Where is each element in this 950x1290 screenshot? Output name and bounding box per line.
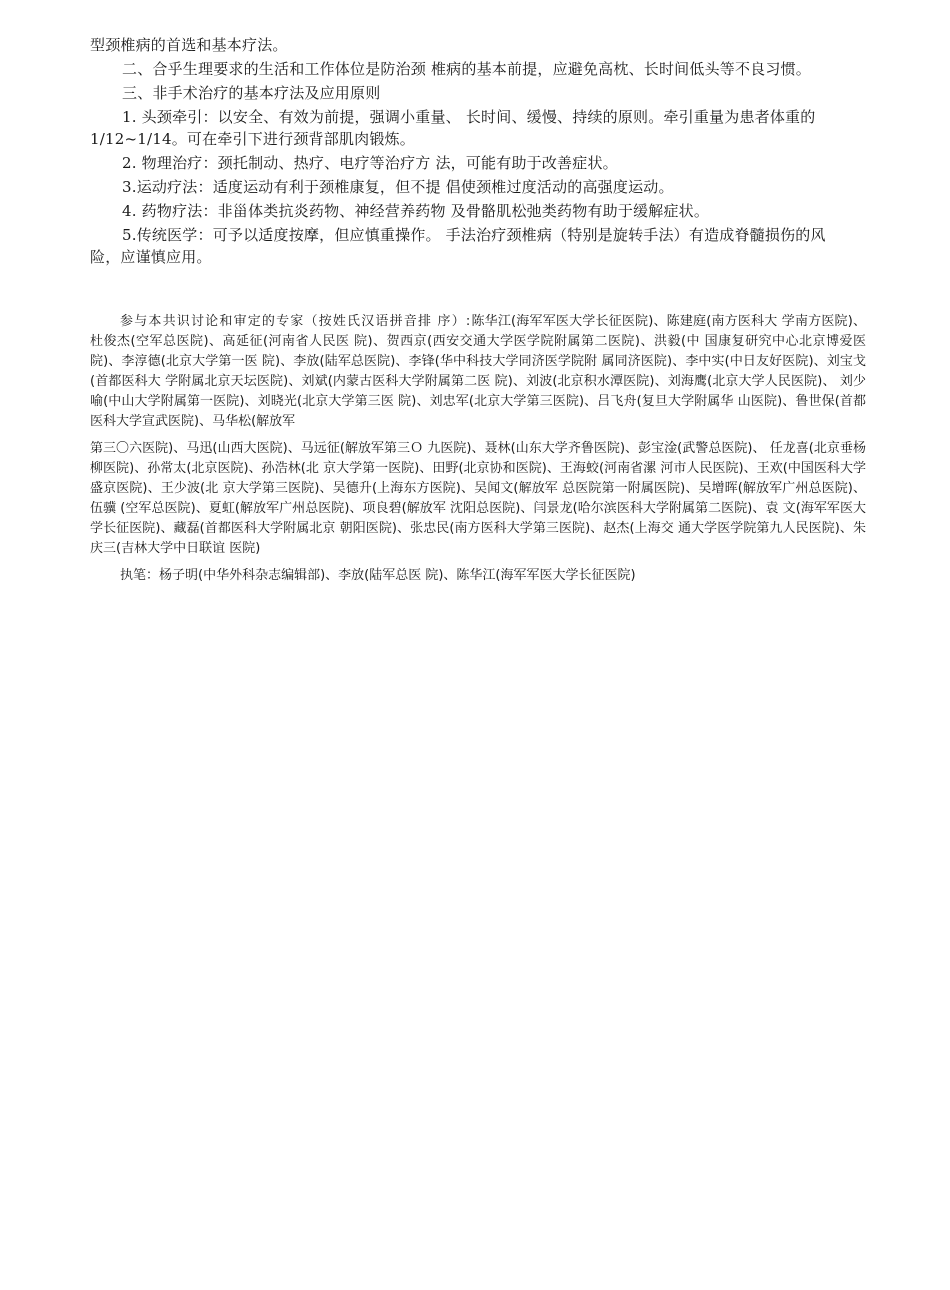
paragraph-intro-tail: 型颈椎病的首选和基本疗法。 bbox=[90, 36, 288, 54]
expert-list-lead: 参与本共识讨论和审定的专家（按姓氏汉语拼音排 序）: bbox=[120, 314, 472, 329]
section-heading-nonsurgical: 三、非手术治疗的基本疗法及应用原则 bbox=[122, 84, 381, 102]
expert-list-section bbox=[90, 312, 866, 593]
expert-list-part-1 bbox=[90, 312, 866, 432]
expert-list-part-2: 第三〇六医院)、马迅(山西大医院)、马远征(解放军第三Ｏ 九医院)、聂林(山东大学齐鲁医院)、彭宝淦(武警总医院)、 任龙喜(北京垂杨柳医院)、孙常太(北京医院)、孙浩林(北 京大学第一医院)、田野(北京协和医院)、王海蛟(河南省漯 河市人民医院)、王欢(中国医科大学盛京医院)、王少波(北 京大学第三医院)、吴德升(上海东方医院)、吴闻文(解放军 总医院第一附属医院)、吴增晖(解放军广州总医院)、伍骥 (空军总医院)、夏虹(解放军广州总医院)、项良碧(解放军 沈阳总医院)、闫景龙(哈尔滨医科大学附属第二医院)、袁 文(海军军医大学长征医院)、藏磊(首都医科大学附属北京 朝阳医院)、张忠民(南方医科大学第三医院)、赵杰(上海交 通大学医学院第九人民医院)、朱庆三(吉林大学中日联谊 医院) bbox=[90, 441, 866, 556]
body-text bbox=[90, 34, 850, 270]
paragraph-traditional-medicine: 5.传统医学：可予以适度按摩，但应慎重操作。 手法治疗颈椎病（特别是旋转手法）有造成脊髓损伤的风险，应谨慎应用。 bbox=[90, 226, 826, 266]
expert-names-part-1: 陈华江(海军军医大学长征医院)、陈建庭(南方医科大 学南方医院)、杜俊杰(空军总医院)、高延征(河南省人民医 院)、贺西京(西安交通大学医学院附属第二医院)、洪毅(中 国康复研究中心北京博爱医院)、李淳德(北京大学第一医 院)、李放(陆军总医院)、李锋(华中科技大学同济医学院附 属同济医院)、李中实(中日友好医院)、刘宝戈(首都医科大 学附属北京天坛医院)、刘斌(内蒙古医科大学附属第二医 院)、刘波(北京积水潭医院)、刘海鹰(北京大学人民医院)、 刘少喻(中山大学附属第一医院)、刘晓光(北京大学第三医 院)、刘忠军(北京大学第三医院)、吕飞舟(复旦大学附属华 山医院)、鲁世保(首都医科大学宣武医院)、马华松(解放军 bbox=[90, 314, 866, 429]
authors-line: 执笔：杨子明(中华外科杂志编辑部)、李放(陆军总医 院)、陈华江(海军军医大学长征医院) bbox=[120, 568, 636, 583]
paragraph-exercise-therapy: 3.运动疗法：适度运动有利于颈椎康复，但不提 倡使颈椎过度活动的高强度运动。 bbox=[122, 178, 674, 196]
paragraph-traction: 1. 头颈牵引：以安全、有效为前提，强调小重量、 长时间、缓慢、持续的原则。牵引重量为患者体重的1/12~1/14。可在牵引下进行颈背部肌肉锻炼。 bbox=[90, 108, 816, 148]
paragraph-drug-therapy: 4. 药物疗法：非甾体类抗炎药物、神经营养药物 及骨骼肌松弛类药物有助于缓解症状。 bbox=[122, 202, 710, 220]
paragraph-posture: 二、合乎生理要求的生活和工作体位是防治颈 椎病的基本前提，应避免高枕、长时间低头等不良习惯。 bbox=[122, 60, 811, 78]
paragraph-physical-therapy: 2. 物理治疗：颈托制动、热疗、电疗等治疗方 法，可能有助于改善症状。 bbox=[122, 154, 618, 172]
